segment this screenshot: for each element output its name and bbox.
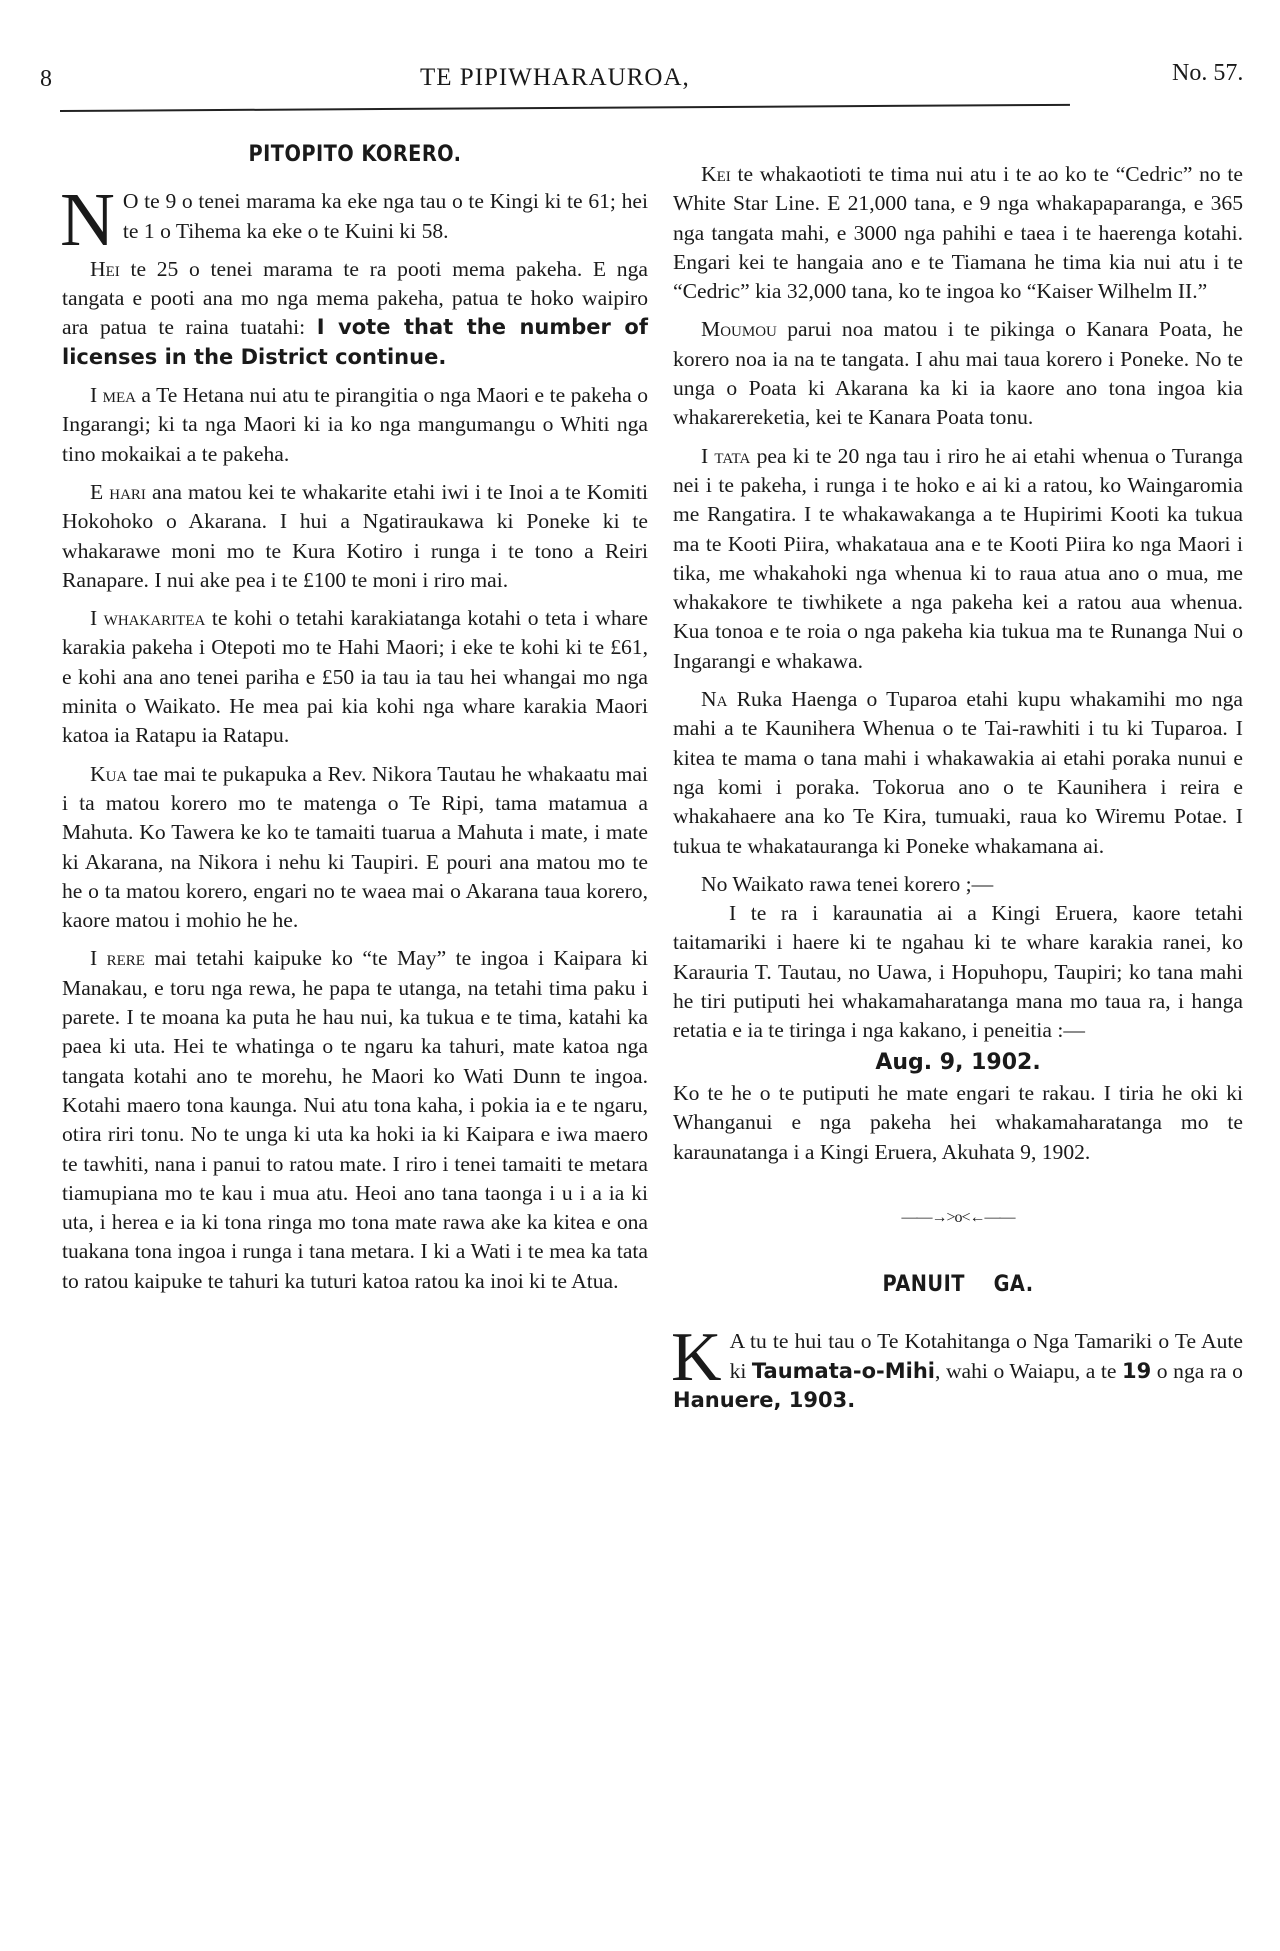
header-rule (60, 104, 1070, 112)
paragraph (62, 944, 648, 1296)
lead-word: I whakaritea (90, 606, 206, 631)
paragraph (673, 315, 1243, 432)
place-name: Taumata-o-Mihi (751, 1358, 936, 1383)
paragraph-text: te kohi o tetahi karakiatanga kotahi o teta i whare karakia pakeha i Otepoti mo te Hahi Maori; i eke te kohi ki te £61, e kohi ana ano tenei pariha e £50 ia tau ia tau hei whangai mo nga minita o Waikato. He mea pai kia kohi nga whare karakia Maori katoa ia Ratapu ia Ratapu. (62, 606, 648, 748)
lead-word: Kua (90, 761, 128, 786)
paragraph-text: , wahi o Waiapu, a te (935, 1358, 1123, 1383)
lead-word: Moumou (701, 317, 777, 342)
publication-title: TE PIPIWHARAUROA, (420, 64, 690, 91)
lead-word: E hari (90, 479, 146, 504)
lead-word: Na (701, 687, 728, 712)
paragraph-text: O te 9 o tenei marama ka eke nga tau o te Kingi ki te 61; hei te 1 o Tihema ka eke o te Kuini ki 58. (122, 189, 648, 243)
paragraph (673, 442, 1243, 676)
paragraph (60, 178, 648, 263)
issue-number: No. 57. (1172, 60, 1244, 86)
day-number: 19 (1122, 1358, 1152, 1383)
lead-word: Kei (701, 162, 731, 186)
paragraph: No Waikato rawa tenei korero ;— (701, 871, 994, 896)
paragraph-text: parui noa matou i te pikinga o Kanara Poata, he korero noa ia na te tangata. I ahu mai taua korero i Poneke. No te unga o Poata ki Akarana ka ki ia kaore ano tona ingoa kia whakarereketia, kei te Kanara Poata tonu. (673, 317, 1243, 430)
right-column (673, 160, 1243, 1424)
month-year: Hanuere, 1903. (673, 1387, 856, 1412)
paragraph: I te ra i karaunatia ai a Kingi Eruera, kaore tetahi taitamariki i haere ki te ngahau ki te whare karakia ranei, ko Karauria T. Tautau, no Uawa, i Hopuhopu, Taupiri; ko tana mahi he tiri putiputi hei whakamaharatanga mana mo taua ra, i hanga retatia e ia te tiringa i nga kakano, i peneitia :— (673, 901, 1243, 1043)
lead-word: Hei (90, 256, 120, 281)
page-header (0, 58, 1280, 98)
paragraph-text: mai tetahi kaipuke ko “te May” te ingoa i Kaipara ki Manakau, e toru nga rewa, he papa te utanga, na tetahi tima paku i parete. I te moana ka puta he hau nui, ka tukua e te tima, katahi ka paea ki uta. Hei te whatinga o te ngaru ka tahuri, mate katoa nga tangata kotahi ano te morehu, he Maori ko Wati Dunn te ingoa. Kotahi maero tona kaunga. Nui atu tona kaha, i pokia ia e te ngaru, otira riri tonu. No te unga ki uta ka hoki ia ki Kaipara e iwa maero te tawhiti, nana i panui to ratou mate. I riro i tenei tamaiti te metara tiamupiana mo te kau i mua atu. Heoi ano tana taonga i u i a ia ki uta, i herea e ia ki tona ringa mo tona mate rawa ake ka kitea e ona tuakana tona ingoa i runga i tana metara. I ki a Wati i te mea ka tata to ratou kaipuke te tahuri ka tuturi katoa ratou ka inoi ki te Atua. (62, 946, 648, 1293)
ornament-divider: ——→>o<←—— (901, 1208, 1015, 1226)
drop-cap: N (60, 178, 115, 263)
paragraph (673, 160, 1243, 306)
paragraph-text: te 25 o tenei marama te ra pooti mema pakeha. E nga tangata e pooti ana mo nga mema pakeha, patua te hoko waipiro ara patua te raina tuatahi: (62, 256, 648, 340)
lead-word: I rere (90, 946, 145, 971)
paragraph-text: A tu te hui tau o Te Kotahitanga o Nga Tamariki o Te Aute ki (729, 1329, 1243, 1383)
section-heading: PITOPITO KORERO. (248, 142, 462, 167)
ballot-text: I vote that the number of licenses in the District continue. (62, 315, 648, 369)
paragraph-text: ana matou kei te whakarite etahi iwi i te Inoi a te Komiti Hokohoko o Akarana. I hui a Ngatiraukawa ki Poneke ki te whakarawe moni mo te Kura Kotiro i runga i te tono a Reiri Ranapare. I nui ake pea i te £100 te moni i riro mai. (62, 479, 648, 592)
paragraph (62, 381, 648, 469)
notice-heading (707, 1270, 1209, 1299)
left-column (62, 140, 648, 1305)
paragraph (62, 255, 648, 372)
paragraph-text: a Te Hetana nui atu te pirangitia o nga Maori e te pakeha o Ingarangi; ki ta nga Maori ki ia ko nga mangumangu o Whiti nga tino mokaikai a te pakeha. (62, 383, 649, 466)
paragraph (673, 685, 1243, 861)
paragraph (62, 760, 648, 936)
lead-word: I tata (701, 443, 751, 468)
paragraph-text: pea ki te 20 nga tau i riro he ai etahi whenua o Turanga nei i te pakeha, i runga i te hoko e ai ki a ratou, ko Waingaromia me Rangatira. I te whakawakanga a te Hupirimi Kooti ka tukua ma te Kooti Piira, whakataua ana e te Kooti Piira ko nga Maori i tika, me whakahoki nga whenua ki to raua atua ano o mua, me whakakore te tiwhikete a nga pakeha kei a ratou aua whenua. Kua tonoa e te roia o nga pakeha kia tukua ma te Runanga Nui o Ingarangi e whakawa. (673, 443, 1243, 673)
page-number: 8 (40, 66, 52, 92)
paragraph (62, 478, 648, 595)
notice-paragraph (671, 1319, 1243, 1415)
notice-heading-text: PANUIT GA. (882, 1272, 1034, 1298)
paragraph-text: Ruka Haenga o Tuparoa etahi kupu whakamihi mo nga mahi a te Kaunihera Whenua o te Tai-rawhiti i tu ki Tuparoa. I kitea te mama o tana mahi i whakawakia ai etahi poraka nunui e nga komi i poraka. Tokorua ano o te Kaunihera i reira e whakahaere ana ko Te Kira, tumuaki, raua ko Wiremu Potae. I tukua te whakatauranga ki Poneke whakamana ai. (673, 687, 1243, 858)
drop-cap: K (671, 1319, 722, 1397)
paragraph-text: tae mai te pukapuka a Rev. Nikora Tautau he whakaatu mai i ta matou korero mo te matenga o Te Ripi, tama matamua a Mahuta. Ko Tawera ke ko te tamaiti tuarua a Mahuta i mate, i mate ki Akarana, na Nikora i nehu ki Taupiri. E pouri ana matou mo te he o ta matou korero, engari no te waea mai o Akarana taua korero, kaore matou i mohio he he. (62, 761, 648, 933)
paragraph-text: te whakaotioti te tima nui atu i te ao ko te “Cedric” no te White Star Line. E 21,000 tana, e 9 nga whakapaparanga, e 365 nga tangata mahi, e 3000 nga pahihi e taea i te haerenga kotahi. Engari kei te hangaia ano e te Tiamana he tima kia nui atu i te “Cedric” kia 32,000 tana, ko te ingoa ko “Kaiser Wilhelm II.” (673, 162, 1243, 304)
paragraph-text: o nga ra o (1151, 1358, 1243, 1383)
paragraph (62, 604, 648, 750)
lead-word: I mea (90, 383, 136, 408)
date-heading: Aug. 9, 1902. (875, 1049, 1041, 1075)
paragraph: Ko te he o te putiputi he mate engari te rakau. I tiria he oki ki Whanganui e nga pakeha hei whakamaharatanga mo te karaunatanga i a Kingi Eruera, Akuhata 9, 1902. (673, 1080, 1243, 1164)
